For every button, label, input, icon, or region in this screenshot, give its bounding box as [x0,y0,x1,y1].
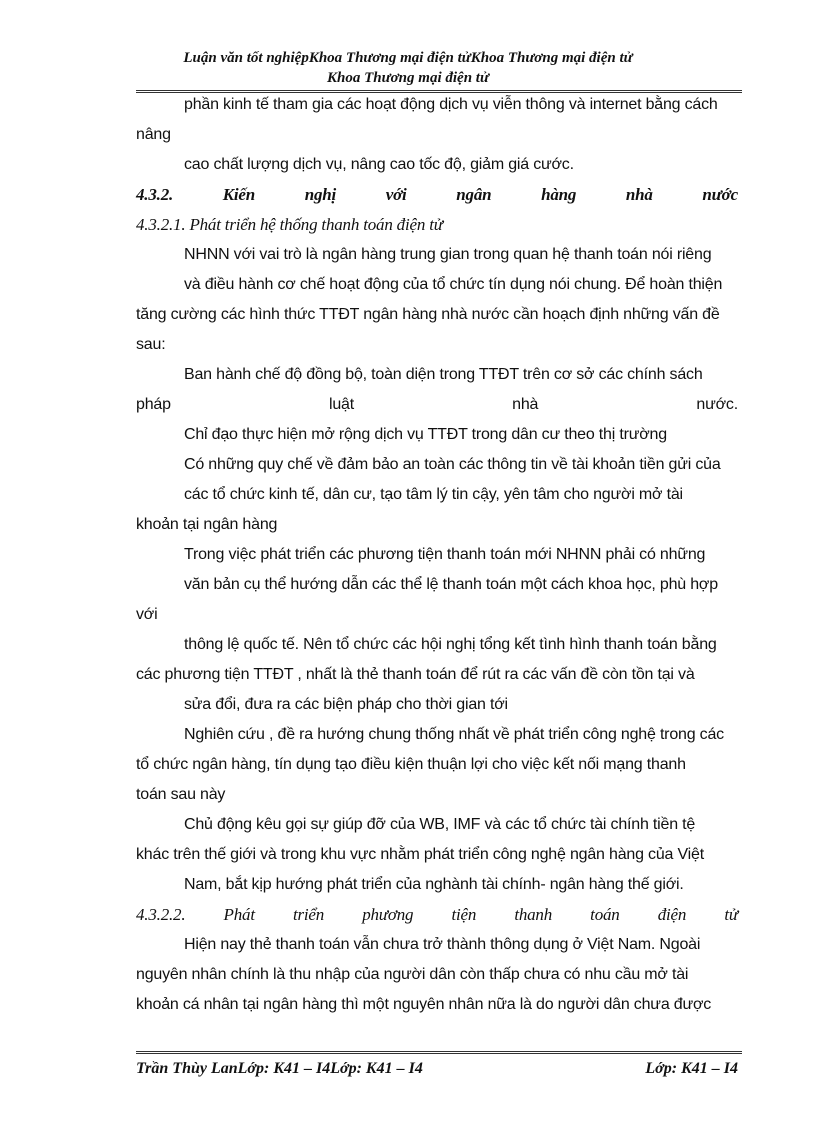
heading-word: Phát [223,905,255,924]
footer-rule [136,1051,742,1054]
word: luật [328,396,354,413]
paragraph-line: cao chất lượng dịch vụ, nâng cao tốc độ, giảm giá cước. [184,156,574,173]
heading-word: triển [292,905,325,924]
paragraph-line: nguyên nhân chính là thu nhập của người dân còn thấp chưa có nhu cầu mở tài [136,966,689,983]
word: nhà [512,396,539,413]
paragraph-line: tăng cường các hình thức TTĐT ngân hàng nhà nước cần hoạch định những vấn đề [136,306,720,323]
heading-word: Kiến [222,185,256,204]
word: nước. [696,396,738,413]
paragraph-line: Chỉ đạo thực hiện mở rộng dịch vụ TTĐT trong dân cư theo thị trường [184,426,667,443]
paragraph-line: nâng [136,126,171,143]
paragraph-line: tổ chức ngân hàng, tín dụng tạo điều kiện thuận lợi cho việc kết nối mạng thanh [136,756,686,773]
paragraph-line: thông lệ quốc tế. Nên tổ chức các hội nghị tổng kết tình hình thanh toán bằng [184,636,717,653]
paragraph-line: khoản tại ngân hàng [136,516,278,533]
header-line-2: Khoa Thương mại điện tử [327,70,489,86]
paragraph-line: sửa đổi, đưa ra các biện pháp cho thời gian tới [184,696,508,713]
paragraph-line: Ban hành chế độ đồng bộ, toàn diện trong TTĐT trên cơ sở các chính sách [184,366,703,383]
paragraph-line: phần kinh tế tham gia các hoạt động dịch vụ viễn thông và internet bằng cách [184,96,718,113]
heading-word: tiện [451,905,477,924]
footer-author: Trần Thùy LanLớp: K41 – I4Lớp: K41 – I4 [136,1060,423,1077]
heading-number: 4.3.2.2. [136,905,186,924]
paragraph-line: khác trên thế giới và trong khu vực nhằm phát triển công nghệ ngân hàng của Việt [136,846,704,863]
word: pháp [136,396,171,413]
paragraph-line: các phương tiện TTĐT , nhất là thẻ thanh toán để rút ra các vấn đề còn tồn tại và [136,666,695,683]
justified-line [136,395,738,415]
paragraph-line: khoản cá nhân tại ngân hàng thì một nguyên nhân nữa là do người dân chưa được [136,996,712,1013]
paragraph-line: Trong việc phát triển các phương tiện thanh toán mới NHNN phải có những [184,546,706,563]
page-header [0,48,816,88]
paragraph-line: Nghiên cứu , đề ra hướng chung thống nhất về phát triển công nghệ trong các [184,726,724,743]
heading-word: thanh [514,905,553,924]
paragraph-line: và điều hành cơ chế hoạt động của tổ chức tín dụng nói chung. Để hoàn thiện [184,276,723,293]
heading-word: tử [724,905,738,924]
footer-class: Lớp: K41 – I4 [645,1060,738,1077]
paragraph-line: văn bản cụ thể hướng dẫn các thể lệ thanh toán một cách khoa học, phù hợp [184,576,718,593]
paragraph-line: các tổ chức kinh tế, dân cư, tạo tâm lý tin cậy, yên tâm cho người mở tài [184,486,683,503]
subsection-heading-4-3-2-2 [136,905,738,925]
paragraph-line: NHNN với vai trò là ngân hàng trung gian trong quan hệ thanh toán nói riêng [184,246,712,263]
heading-word: nghị [304,185,337,204]
paragraph-line: Hiện nay thẻ thanh toán vẫn chưa trở thành thông dụng ở Việt Nam. Ngoài [184,936,701,953]
paragraph-line: Chủ động kêu gọi sự giúp đỡ của WB, IMF và các tổ chức tài chính tiền tệ [184,816,696,833]
heading-word: điện [657,905,687,924]
header-line-1: Luận văn tốt nghiệpKhoa Thương mại điện tửKhoa Thương mại điện tử [183,50,633,66]
paragraph-line: với [136,606,158,623]
heading-word: với [385,185,407,204]
subsection-heading-4-3-2-1: 4.3.2.1. Phát triển hệ thống thanh toán điện tử [136,215,443,234]
heading-word: nước [702,185,738,204]
heading-word: nhà [625,185,653,204]
heading-number: 4.3.2. [136,185,174,204]
page-footer [136,1060,738,1078]
paragraph-line: toán sau này [136,786,226,803]
heading-word: ngân [456,185,492,204]
heading-word: phương [362,905,414,924]
header-rule [136,90,742,93]
paragraph-line: Có những quy chế về đảm bảo an toàn các thông tin về tài khoản tiền gửi của [184,456,721,473]
paragraph-line: Nam, bắt kịp hướng phát triển của nghành tài chính- ngân hàng thế giới. [184,876,684,893]
heading-word: hàng [541,185,577,204]
heading-word: toán [590,905,620,924]
section-heading-4-3-2 [136,185,738,205]
paragraph-line: sau: [136,336,166,353]
